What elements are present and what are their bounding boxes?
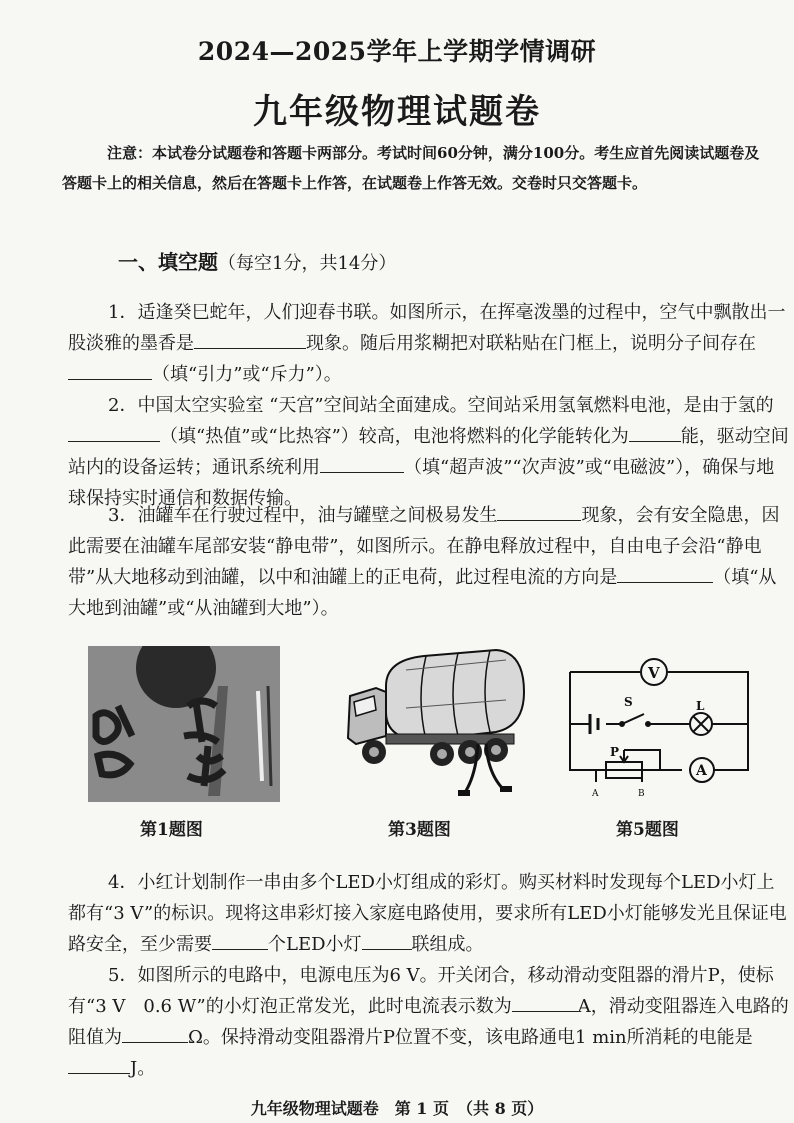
figure-5-circuit-diagram — [560, 652, 760, 802]
figure-1-caption: 第1题图 — [140, 820, 203, 840]
answer-blank[interactable] — [122, 1024, 188, 1043]
question-4: 4．小红计划制作一串由多个LED小灯组成的彩灯。购买材料时发现每个LED小灯上都有“3 V”的标识。现将这串彩灯接入家庭电路使用，要求所有LED小灯能够发光且保证电路安全，至少需要 个LED小灯 联组成。 — [68, 872, 787, 955]
rheostat-end-a: A — [592, 789, 599, 799]
answer-blank[interactable] — [194, 330, 306, 349]
answer-blank[interactable] — [320, 454, 404, 473]
answer-blank[interactable] — [212, 931, 268, 950]
answer-blank[interactable] — [512, 993, 578, 1012]
figure-1-couplet-photo — [88, 646, 280, 802]
section-heading: 一、填空题（每空1分，共14分） — [118, 250, 397, 274]
page-footer: 九年级物理试题卷 第 1 页 （共 8 页） — [250, 1099, 544, 1118]
exam-title: 九年级物理试题卷 — [253, 92, 541, 132]
answer-blank[interactable] — [68, 423, 160, 442]
question-2: 2．中国太空实验室 “天宫”空间站全面建成。空间站采用氢氧燃料电池，是由于氢的（填“热值”或“比热容”）较高，电池将燃料的化学能转化为 能，驱动空间站内的设备运转；通讯系统利用 （填“超声波”“次声波”或“电磁波”），确保与地球保持实时通信和数据传输。 — [68, 395, 789, 509]
figure-5-caption: 第5题图 — [616, 820, 679, 840]
exam-header: 2024—2025学年上学期学情调研 — [197, 37, 597, 66]
question-1: 1．适逢癸巳蛇年，人们迎春书联。如图所示，在挥毫泼墨的过程中，空气中飘散出一股淡雅的墨香是 现象。随后用浆糊把对联粘贴在门框上，说明分子间存在（填“引力”或“斥力”）。 — [68, 302, 786, 385]
figure-3-caption: 第3题图 — [388, 820, 451, 840]
answer-blank[interactable] — [362, 931, 412, 950]
rheostat-end-b: B — [638, 789, 645, 799]
ammeter-label: A — [696, 763, 707, 779]
figure-3-tanker-truck — [346, 648, 526, 798]
exam-notice: 注意：本试卷分试题卷和答题卡两部分。考试时间60分钟，满分100分。考生应首先阅读试题卷及答题卡上的相关信息，然后在答题卡上作答，在试题卷上作答无效。交卷时只交答题卡。 — [62, 144, 760, 192]
question-3: 3．油罐车在行驶过程中，油与罐壁之间极易发生 现象，会有安全隐患，因此需要在油罐车尾部安装“静电带”，如图所示。在静电释放过程中，自由电子会沿“静电带”从大地移动到油罐，以中和油罐上的正电荷，此过程电流的方向是 （填“从大地到油罐”或“从油罐到大地”）。 — [68, 500, 790, 624]
question-5: 5．如图所示的电路中，电源电压为6 V。开关闭合，移动滑动变阻器的滑片P，使标有“3 V 0.6 W”的小灯泡正常发光，此时电流表示数为 A，滑动变阻器连入电路的阻值为 Ω。保持滑动变阻器滑片P位置不变，该电路通电1 min所消耗的电能是J。 — [68, 965, 789, 1079]
lamp-label: L — [696, 699, 705, 713]
answer-blank[interactable] — [68, 1055, 130, 1074]
answer-blank[interactable] — [617, 564, 713, 583]
switch-label: S — [624, 695, 633, 709]
answer-blank[interactable] — [497, 502, 581, 521]
answer-blank[interactable] — [629, 423, 681, 442]
voltmeter-label: V — [648, 664, 660, 682]
rheostat-label: P — [610, 745, 620, 759]
answer-blank[interactable] — [68, 361, 152, 380]
